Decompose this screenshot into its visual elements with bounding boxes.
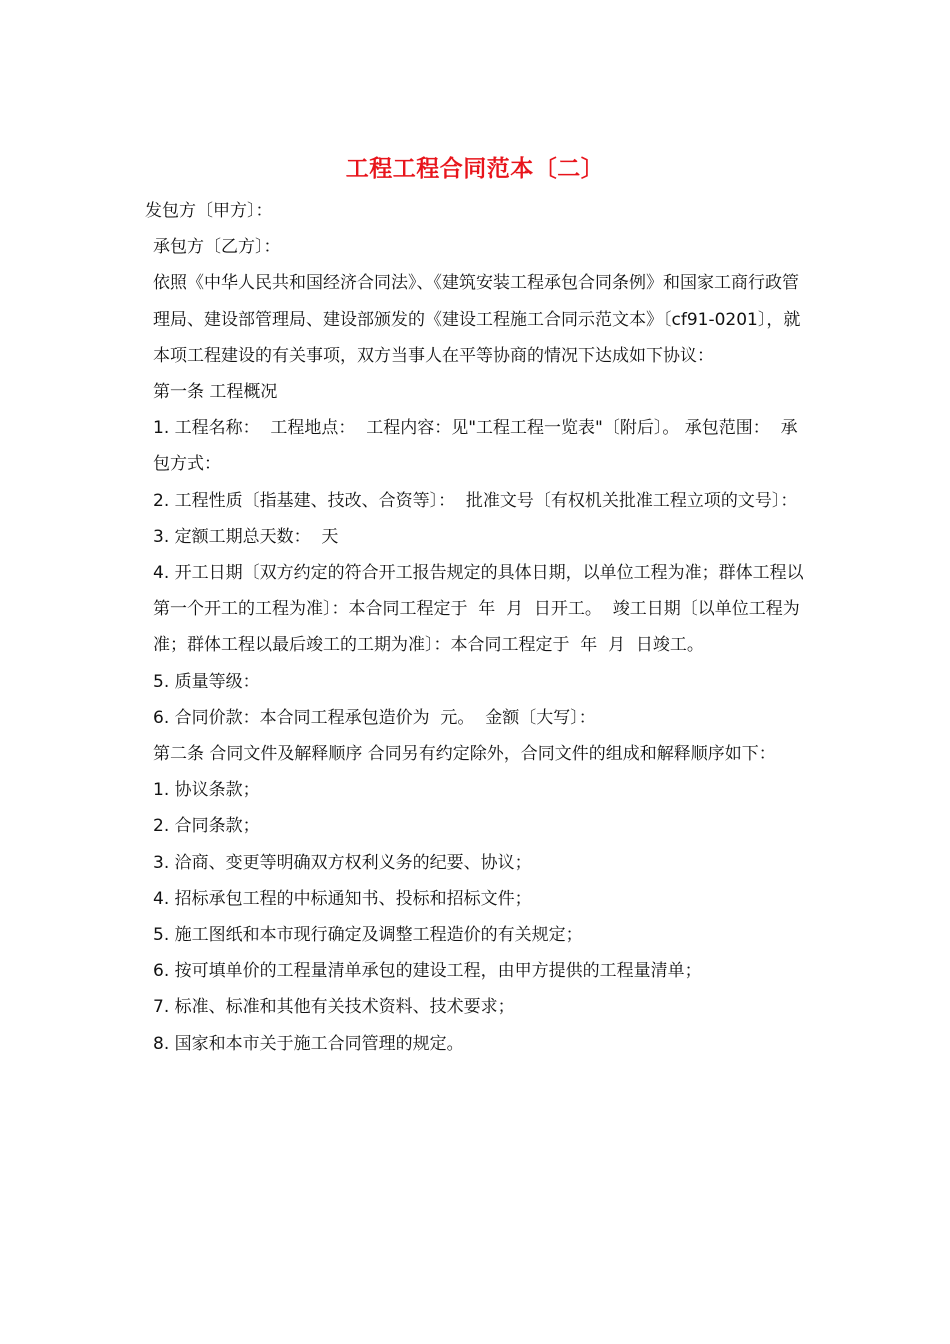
paragraph: 4. 开工日期〔双方约定的符合开工报告规定的具体日期，以单位工程为准；群体工程以第一个开工的工程为准〕：本合同工程定于 年 月 日开工。 竣工日期〔以单位工程为准；群体工程以最后竣工的工期为准〕：本合同工程定于 年 月 日竣工。 bbox=[153, 563, 804, 656]
paragraph: 4. 招标承包工程的中标通知书、投标和招标文件； bbox=[153, 888, 532, 909]
paragraph: 6. 合同价款：本合同工程承包造价为 元。 金额〔大写〕： bbox=[153, 707, 596, 728]
paragraph: 发包方〔甲方〕： bbox=[145, 201, 273, 221]
paragraph: 第二条 合同文件及解释顺序 合同另有约定除外，合同文件的组成和解释顺序如下： bbox=[153, 744, 776, 765]
document-title: 工程工程合同范本〔二〕 bbox=[345, 156, 605, 182]
paragraph: 5. 施工图纸和本市现行确定及调整工程造价的有关规定； bbox=[153, 925, 583, 946]
paragraph: 依照《中华人民共和国经济合同法》、《建筑安装工程承包合同条例》和国家工商行政管理局、建设部管理局、建设部颁发的《建设工程施工合同示范文本》〔cf91-0201〕，就本项工程建设的有关事项，双方当事人在平等协商的情况下达成如下协议： bbox=[153, 273, 801, 366]
paragraph: 7. 标准、标准和其他有关技术资料、技术要求； bbox=[153, 997, 515, 1018]
paragraph: 承包方〔乙方〕： bbox=[153, 237, 281, 258]
paragraph: 第一条 工程概况 bbox=[153, 382, 278, 403]
paragraph: 3. 定额工期总天数： 天 bbox=[153, 526, 339, 547]
paragraph: 5. 质量等级： bbox=[153, 671, 260, 692]
paragraph: 2. 合同条款； bbox=[153, 816, 260, 837]
document-body bbox=[145, 193, 810, 1062]
paragraph: 2. 工程性质〔指基建、技改、合资等〕： 批准文号〔有权机关批准工程立项的文号〕： bbox=[153, 490, 798, 511]
paragraph: 1. 协议条款； bbox=[153, 780, 260, 801]
paragraph: 6. 按可填单价的工程量清单承包的建设工程，由甲方提供的工程量清单； bbox=[153, 961, 702, 982]
paragraph: 1. 工程名称： 工程地点： 工程内容：见"工程工程一览表"〔附后〕。 承包范围： 承包方式： bbox=[153, 418, 798, 475]
paragraph: 3. 洽商、变更等明确双方权利义务的纪要、协议； bbox=[153, 852, 532, 873]
paragraph: 8. 国家和本市关于施工合同管理的规定。 bbox=[153, 1033, 464, 1054]
